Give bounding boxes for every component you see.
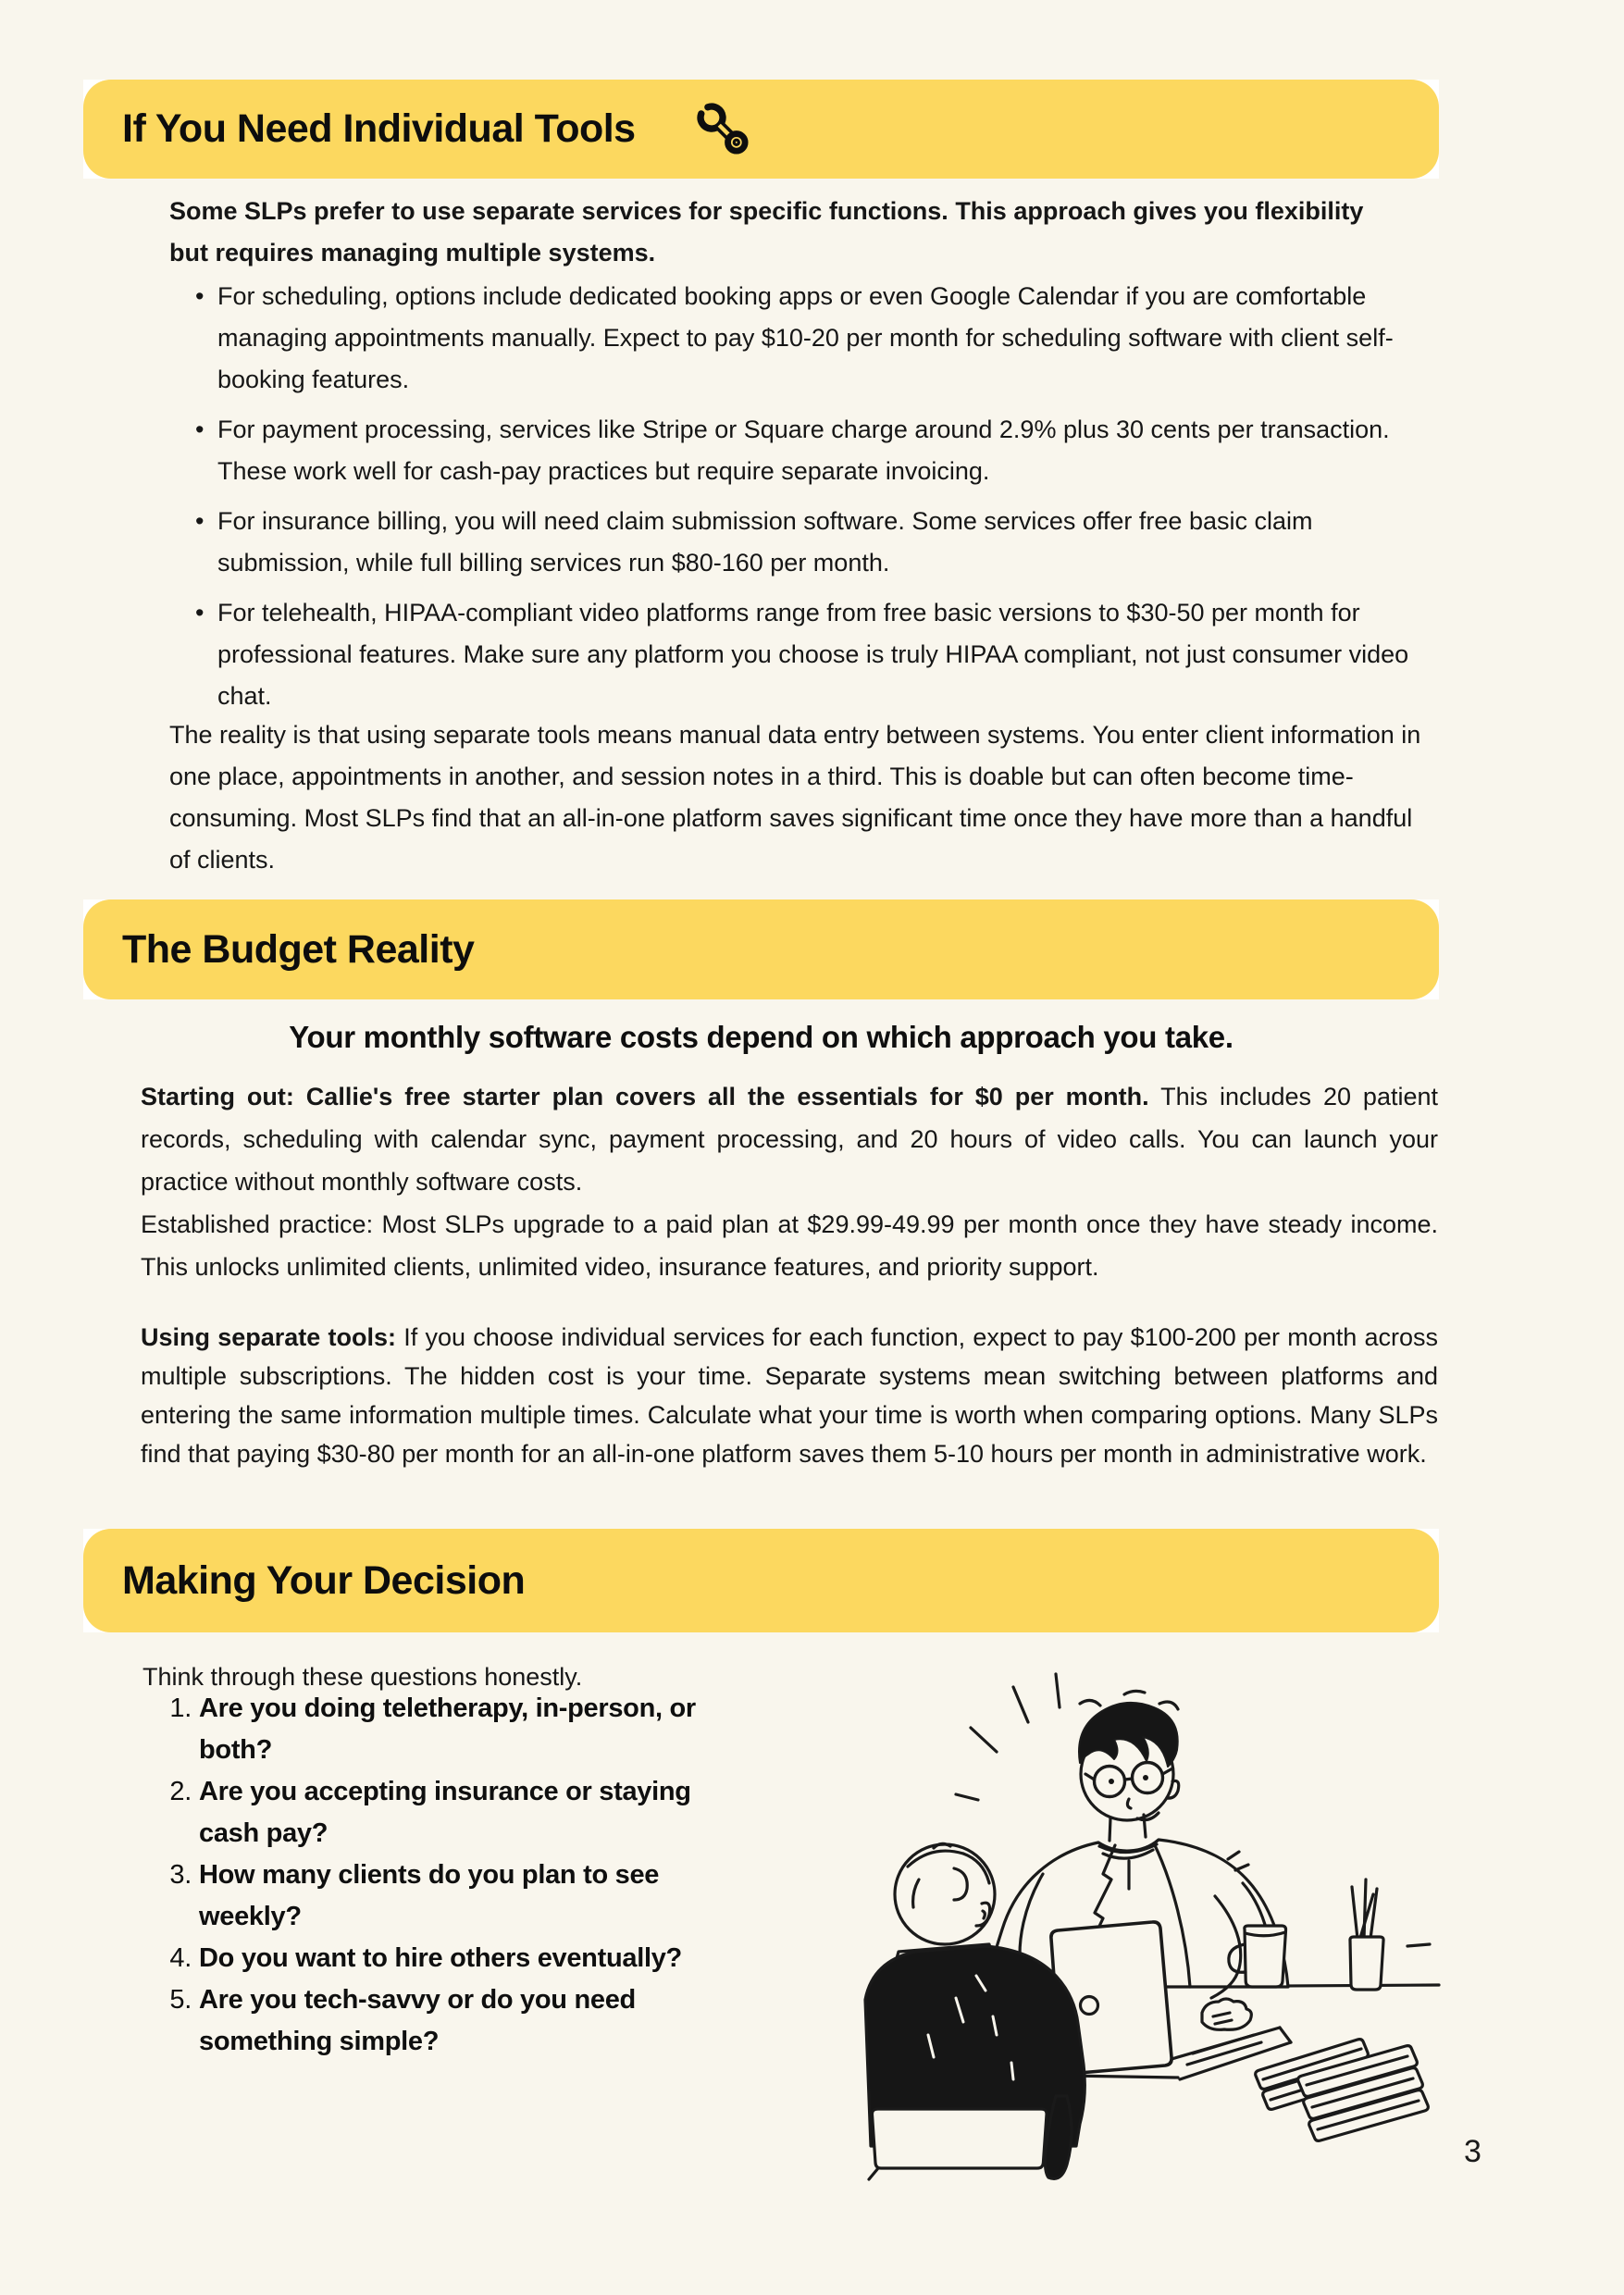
section-banner-budget-fill [83,899,1439,999]
section-banner-budget [83,899,1439,999]
question-tech-savvy: Are you tech-savvy or do you need something simple? [199,1985,636,2056]
section-banner-decision-fill [83,1529,1439,1632]
wrench-icon [693,95,754,164]
decision-intro: Think through these questions honestly. [143,1663,583,1691]
bullet-insurance: • For insurance billing, you will need claim submission software. Some services offer free basic claim submission, while full billing services run $80-160 per month. [190,501,1420,584]
question-insurance: Are you accepting insurance or staying cash pay? [199,1777,691,1848]
two-people-desk-illustration [847,1661,1444,2179]
section-banner-tools [83,80,1439,179]
bullet-telehealth: • For telehealth, HIPAA-compliant video platforms range from free basic versions to $30-50 per month for professional features. Make sure any platform you choose is truly HIPAA compliant, not just consumer video chat. [190,592,1420,717]
budget-starting-out-rest: This includes 20 patient records, scheduling with calendar sync, payment processing, and 20 hours of video calls. You can launch your practice without monthly software costs. [141,1083,1438,1196]
pen-cup [1350,1879,1430,1990]
tools-outro-paragraph: The reality is that using separate tools means manual data entry between systems. You enter client information in one place, appointments in another, and session notes in a third. This is doable but can often become time-consuming. Most SLPs find that an all-in-one platform saves significant time once they have more than a handful of clients. [169,721,1421,874]
budget-paragraph-separate [141,1318,1438,1473]
page-number: 3 [1464,2134,1481,2169]
bullet-scheduling: • For scheduling, options include dedicated booking apps or even Google Calendar if you are comfortable managing appointments manually. Expect to pay $10-20 per month for scheduling software with client self-booking features. [190,276,1420,401]
budget-established: Established practice: Most SLPs upgrade to a paid plan at $29.99-49.99 per month once they have steady income. This unlocks unlimited clients, unlimited video, insurance features, and priority support. [141,1210,1438,1281]
budget-separate-tools [141,1318,1438,1473]
section-banner-decision [83,1529,1439,1632]
tools-bullet-list [190,276,1420,726]
tools-intro-paragraph: Some SLPs prefer to use separate services for specific functions. This approach gives you flexibility but requires managing multiple systems. [169,197,1364,267]
budget-paragraphs-starting [141,1075,1438,1288]
question-teletherapy: Are you doing teletherapy, in-person, or both? [199,1693,696,1765]
bullet-payment: • For payment processing, services like Stripe or Square charge around 2.9% plus 30 cents per transaction. These work well for cash-pay practices but require separate invoicing. [190,409,1420,492]
question-clients: How many clients do you plan to see weekly? [199,1860,660,1931]
budget-separate-tools-lead: Using separate tools: [141,1323,397,1351]
section-banner-tools-fill [83,80,1439,179]
section-title-decision: Making Your Decision [122,1557,526,1603]
budget-starting-out [141,1075,1438,1203]
hand [1202,1999,1251,2029]
section-title-tools: If You Need Individual Tools [122,106,636,151]
question-hiring: Do you want to hire others eventually? [199,1943,682,1973]
decision-question-list [153,1688,734,2063]
budget-separate-tools-rest: If you choose individual services for each function, expect to pay $100-200 per month across multiple subscriptions. The hidden cost is your time. Separate systems mean switching between platforms and entering the same information multiple times. Calculate what your time is worth when comparing options. Many SLPs find that paying $30-80 per month for an all-in-one platform saves them 5-10 hours per month in administrative work. [141,1323,1439,1468]
budget-subtitle: Your monthly software costs depend on which approach you take. [289,1020,1233,1054]
sparkle-lines [956,1674,1060,1800]
section-title-budget: The Budget Reality [122,926,475,972]
budget-starting-out-lead: Starting out: Callie's free starter plan covers all the essentials for $0 per month. [141,1083,1149,1110]
